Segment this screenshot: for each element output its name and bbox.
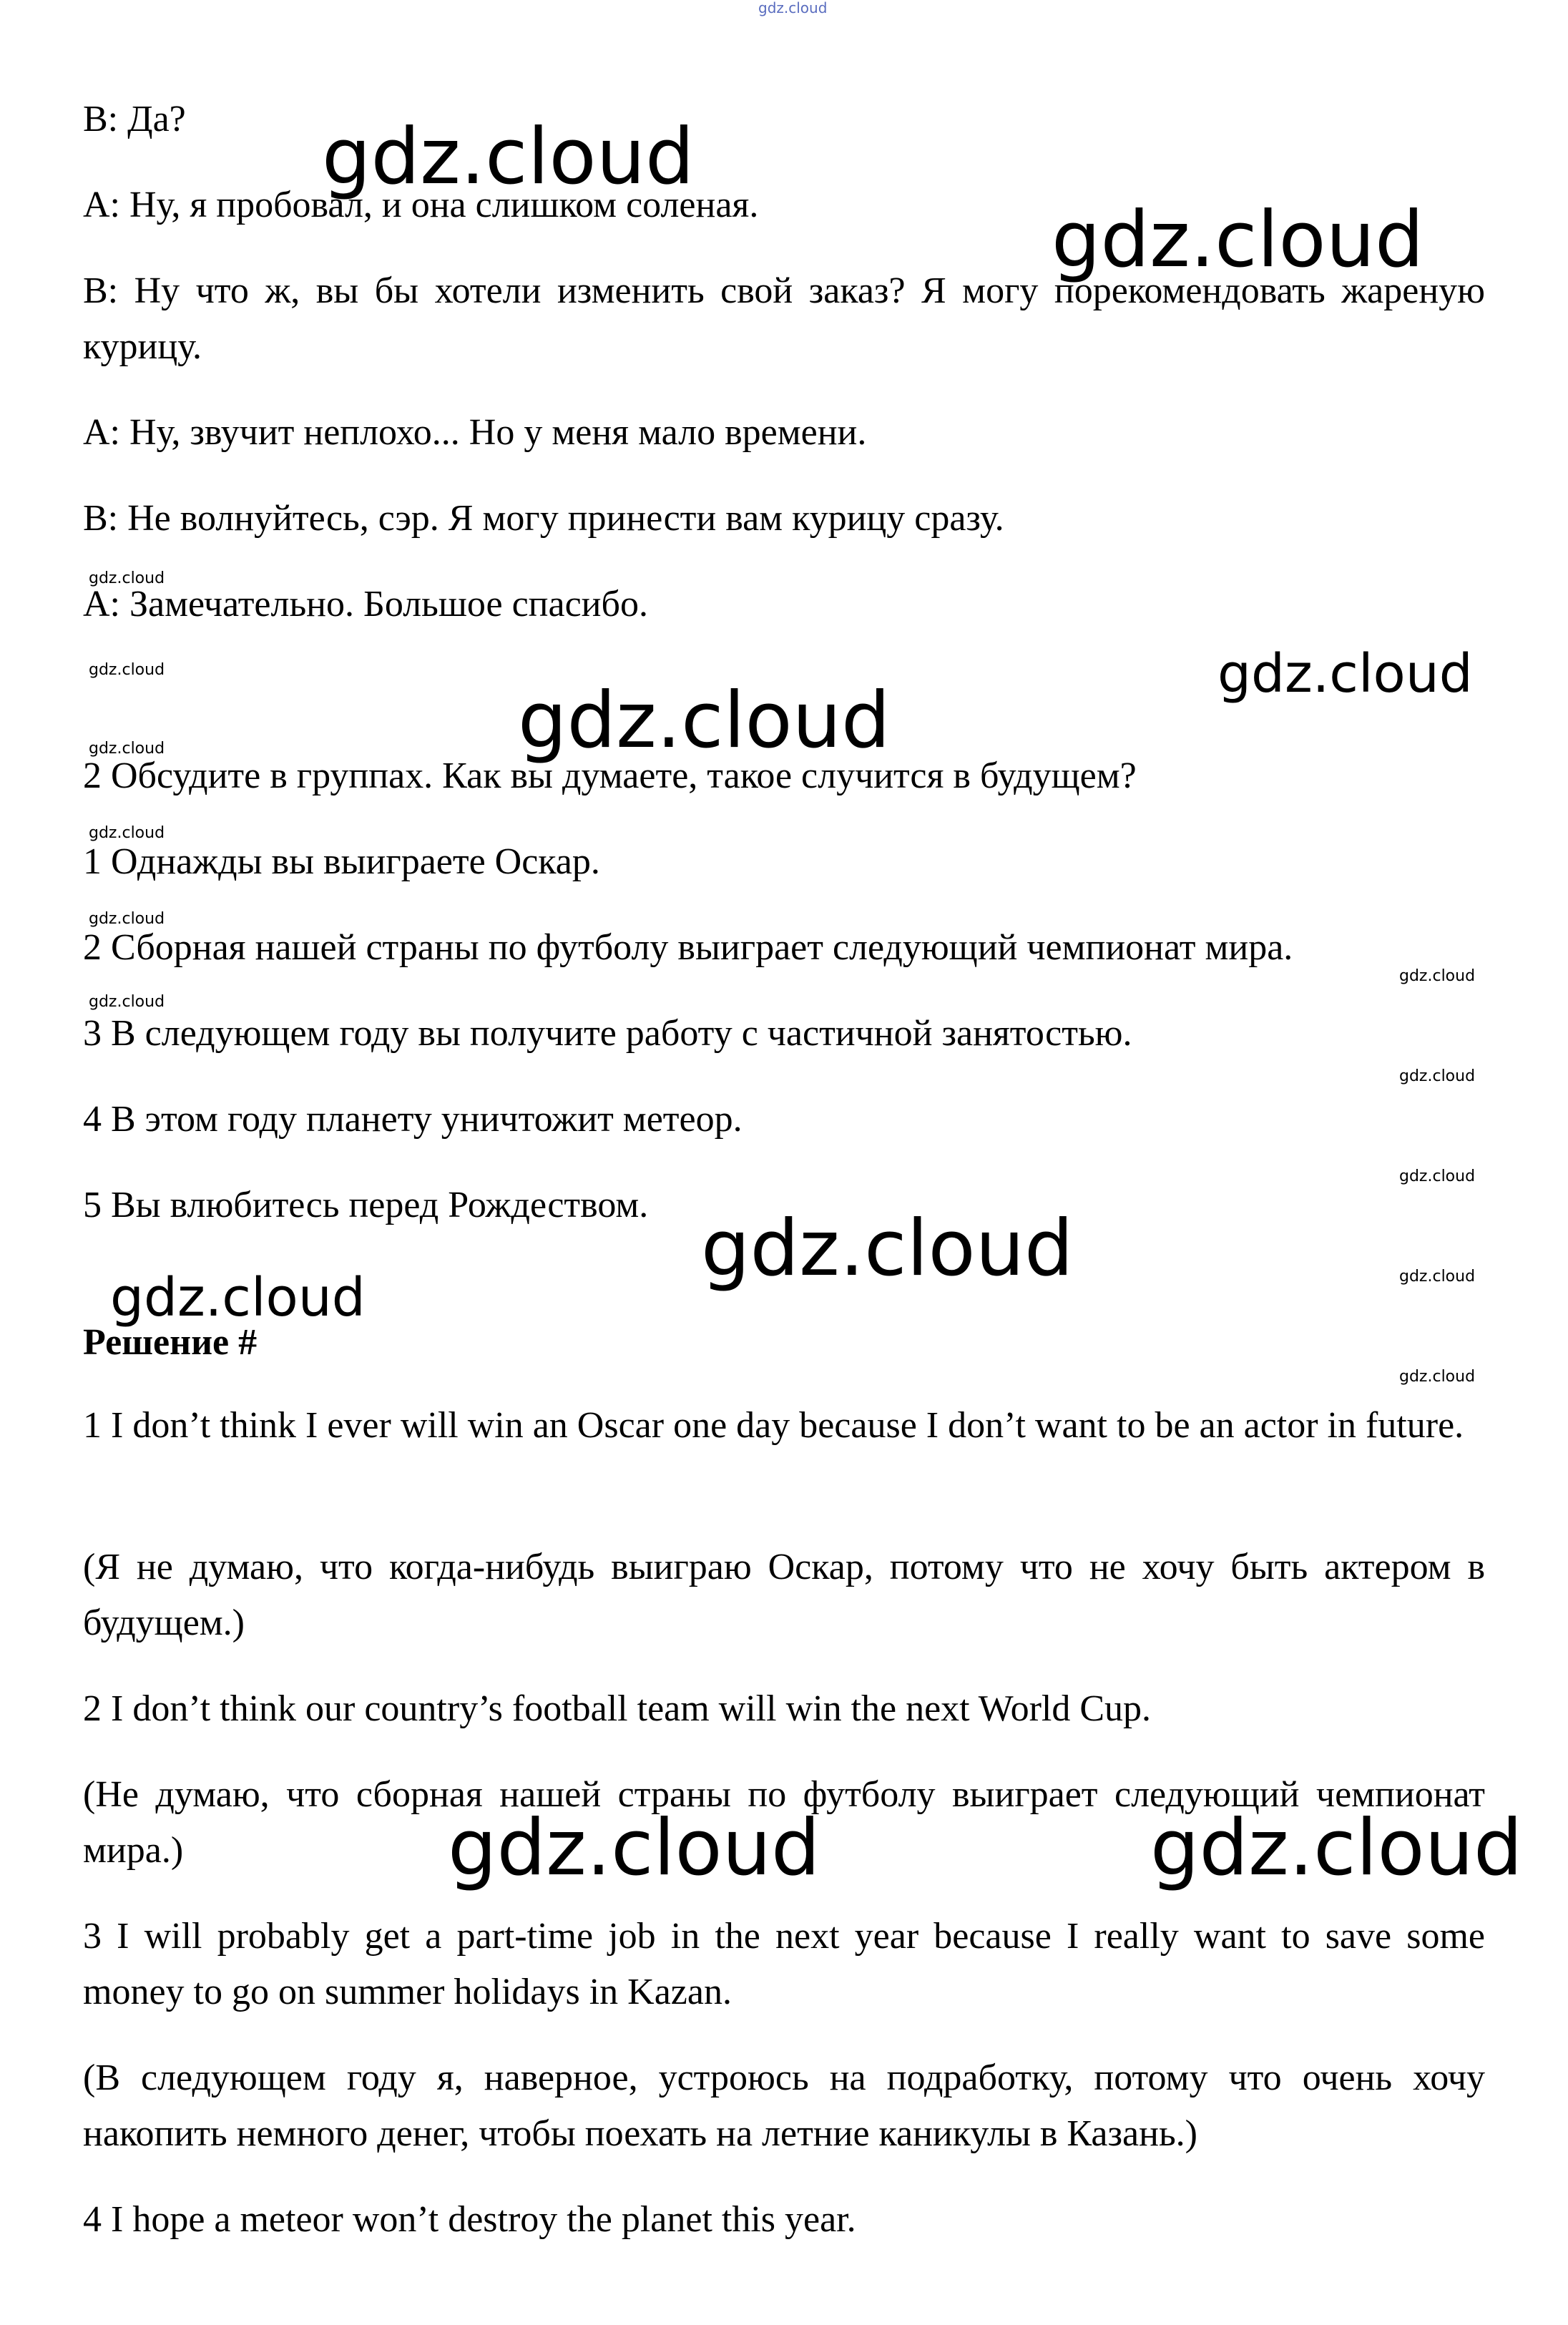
watermark-medium-2: gdz.cloud [110,1267,366,1328]
dialogue-line-a-little-time: А: Ну, звучит неплохо... Но у меня мало времени. [83,412,867,453]
dialogue-line-a-salty: А: Ну, я пробовал, и она слишком соленая. [83,185,759,225]
watermark-small-2: gdz.cloud [89,661,165,679]
exercise-2-instruction: 2 Обсудите в группах. Как вы думаете, такое случится в будущем? [83,755,1137,796]
watermark-large-6: gdz.cloud [1150,1803,1523,1893]
answer-1-ru: (Я не думаю, что когда-нибудь выиграю Оскар, потому что не хочу быть актером в будущем.) [83,1547,1485,1643]
watermark-small-10: gdz.cloud [1399,1268,1476,1286]
answer-4-en: 4 I hope a meteor won’t destroy the planet this year. [83,2199,856,2240]
answer-3-en: 3 I will probably get a part-time job in the next year because I really want to save some money to go on summer holidays in Kazan. [83,1916,1485,2012]
watermark-small-3: gdz.cloud [89,740,165,758]
watermark-small-11: gdz.cloud [1399,1368,1476,1386]
watermark-large-2: gdz.cloud [1052,195,1424,285]
watermark-large-3: gdz.cloud [518,676,891,765]
exercise-item-5: 5 Вы влюбитесь перед Рождеством. [83,1185,649,1225]
watermark-large-1: gdz.cloud [322,112,695,202]
dialogue-line-b-yes: В: Да? [83,99,186,140]
watermark-small-1: gdz.cloud [89,569,165,587]
answer-1-en: 1 I don’t think I ever will win an Oscar one day because I don’t want to be an actor in future. [83,1405,1464,1446]
answer-2-ru: (Не думаю, что сборная нашей страны по футболу выиграет следующий чемпионат мира.) [83,1774,1485,1871]
watermark-large-5: gdz.cloud [448,1803,820,1893]
dialogue-line-b-change-order: В: Ну что ж, вы бы хотели изменить свой заказ? Я могу порекомендовать жареную курицу. [83,270,1485,367]
watermark-small-6: gdz.cloud [89,993,165,1011]
watermark-medium-1: gdz.cloud [1217,643,1473,705]
dialogue-line-a-thanks: А: Замечательно. Большое спасибо. [83,584,648,625]
watermark-small-4: gdz.cloud [89,824,165,842]
answer-3-ru: (В следующем году я, наверное, устроюсь на подработку, потому что очень хочу накопить немного денег, чтобы поехать на летние каникулы в Казань.) [83,2057,1485,2154]
exercise-item-3: 3 В следующем году вы получите работу с частичной занятостью. [83,1013,1132,1054]
watermark-small-5: gdz.cloud [89,910,165,928]
watermark-small-7: gdz.cloud [1399,967,1476,985]
watermark-top: gdz.cloud [758,0,828,16]
dialogue-line-b-dont-worry: В: Не волнуйтесь, сэр. Я могу принести вам курицу сразу. [83,498,1004,539]
exercise-item-1: 1 Однажды вы выиграете Оскар. [83,841,600,882]
solution-heading: Решение # [83,1322,258,1363]
exercise-item-2: 2 Сборная нашей страны по футболу выиграет следующий чемпионат мира. [83,927,1293,968]
watermark-large-4: gdz.cloud [701,1204,1074,1293]
watermark-small-9: gdz.cloud [1399,1168,1476,1185]
exercise-item-4: 4 В этом году планету уничтожит метеор. [83,1099,743,1140]
answer-2-en: 2 I don’t think our country’s football team will win the next World Cup. [83,1688,1152,1729]
watermark-small-8: gdz.cloud [1399,1067,1476,1085]
